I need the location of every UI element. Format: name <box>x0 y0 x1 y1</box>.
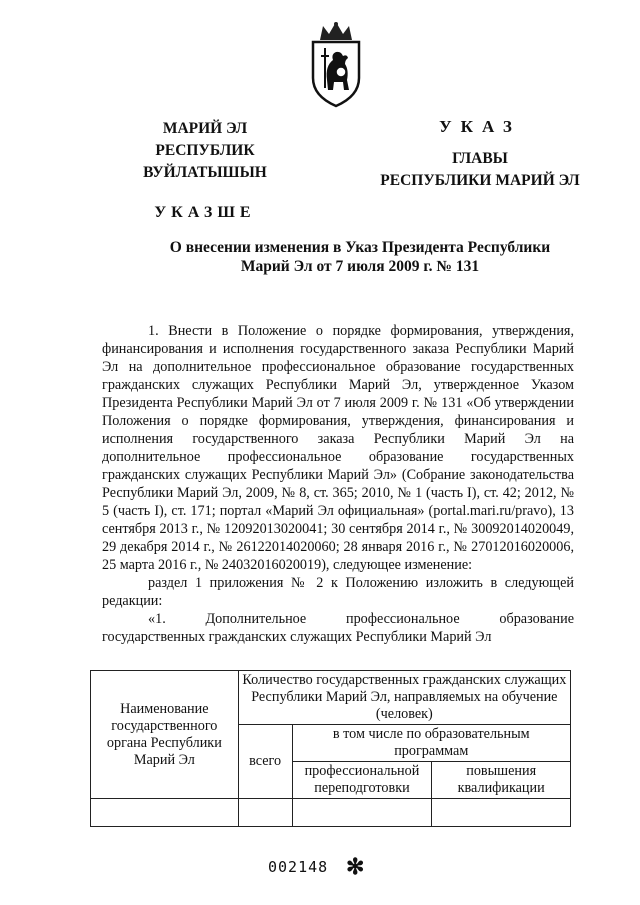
table-cell <box>292 799 432 827</box>
paragraph-3-line1: «1. Дополнительное профессиональное образование <box>148 611 574 627</box>
table-cell <box>91 799 239 827</box>
table-header-qualification: повышения квалификации <box>432 762 571 799</box>
header-right <box>360 148 600 192</box>
header-left-line3: УКАЗШЕ <box>154 204 256 221</box>
header-right-line2: РЕСПУБЛИКИ МАРИЙ ЭЛ <box>380 172 580 189</box>
paragraph-2: раздел 1 приложения № 2 к Положению изложить в следующей редакции: <box>102 575 574 609</box>
decree-title <box>150 238 570 276</box>
table-header-total: всего <box>238 725 292 799</box>
table-header-organ: Наименование государственного органа Республики Марий Эл <box>91 671 239 799</box>
header-right-title: УКАЗ <box>439 117 521 136</box>
header-right-line1: ГЛАВЫ <box>452 150 508 167</box>
coat-of-arms-emblem <box>303 20 369 108</box>
table-header-group: Количество государственных гражданских служащих Республики Марий Эл, направляемых на обучение (человек) <box>238 671 570 725</box>
document-number: 002148 <box>268 858 329 876</box>
decree-title-line2: Марий Эл от 7 июля 2009 г. № 131 <box>240 258 480 275</box>
asterisk-mark: ✻ <box>346 854 365 879</box>
paragraph-1: 1. Внести в Положение о порядке формирования, утверждения, финансирования и исполнения государственного заказа Республики Марий Эл на дополнительное профессиональное образование государственных гражданских служащих Республики Марий Эл, утвержденное Указом Президента Республики Марий Эл от 7 июля 2009 г. № 131 «Об утверждении Положения о порядке формирования, утверждения, финансирования и исполнения государственного заказа Республики Марий Эл на дополнительное профессиональное образование государственных гражданских служащих Республики Марий Эл» (Собрание законодательства Республики Марий Эл, 2009, № 8, ст. 365; 2010, № 1 (часть I), ст. 42; 2012, № 5 (часть I), ст. 171; портал «Марий Эл официальная» (portal.mari.ru/pravo), 13 сентября 2013 г., № 12092013020041; 30 сентября 2014 г., № 30092014020049, 29 декабря 2014 г., № 26122014020060; 28 января 2016 г., № 27012016020006, 25 марта 2016 г., № 24032016020019), следующее изменение: <box>102 323 574 573</box>
decree-body <box>102 322 574 646</box>
header-left <box>112 118 298 224</box>
training-table <box>90 670 571 827</box>
header-left-line2: ВУЙЛАТЫШЫН <box>143 164 267 181</box>
decree-title-line1: О внесении изменения в Указ Президента Республики <box>169 239 551 256</box>
table-header-retraining: профессиональной переподготовки <box>292 762 432 799</box>
table-cell <box>432 799 571 827</box>
table-cell <box>238 799 292 827</box>
table-header-programs: в том числе по образовательным программам <box>292 725 570 762</box>
paragraph-3-line2: государственных гражданских служащих Республики Марий Эл <box>102 629 492 645</box>
header-left-line1: МАРИЙ ЭЛ РЕСПУБЛИК <box>155 120 255 159</box>
